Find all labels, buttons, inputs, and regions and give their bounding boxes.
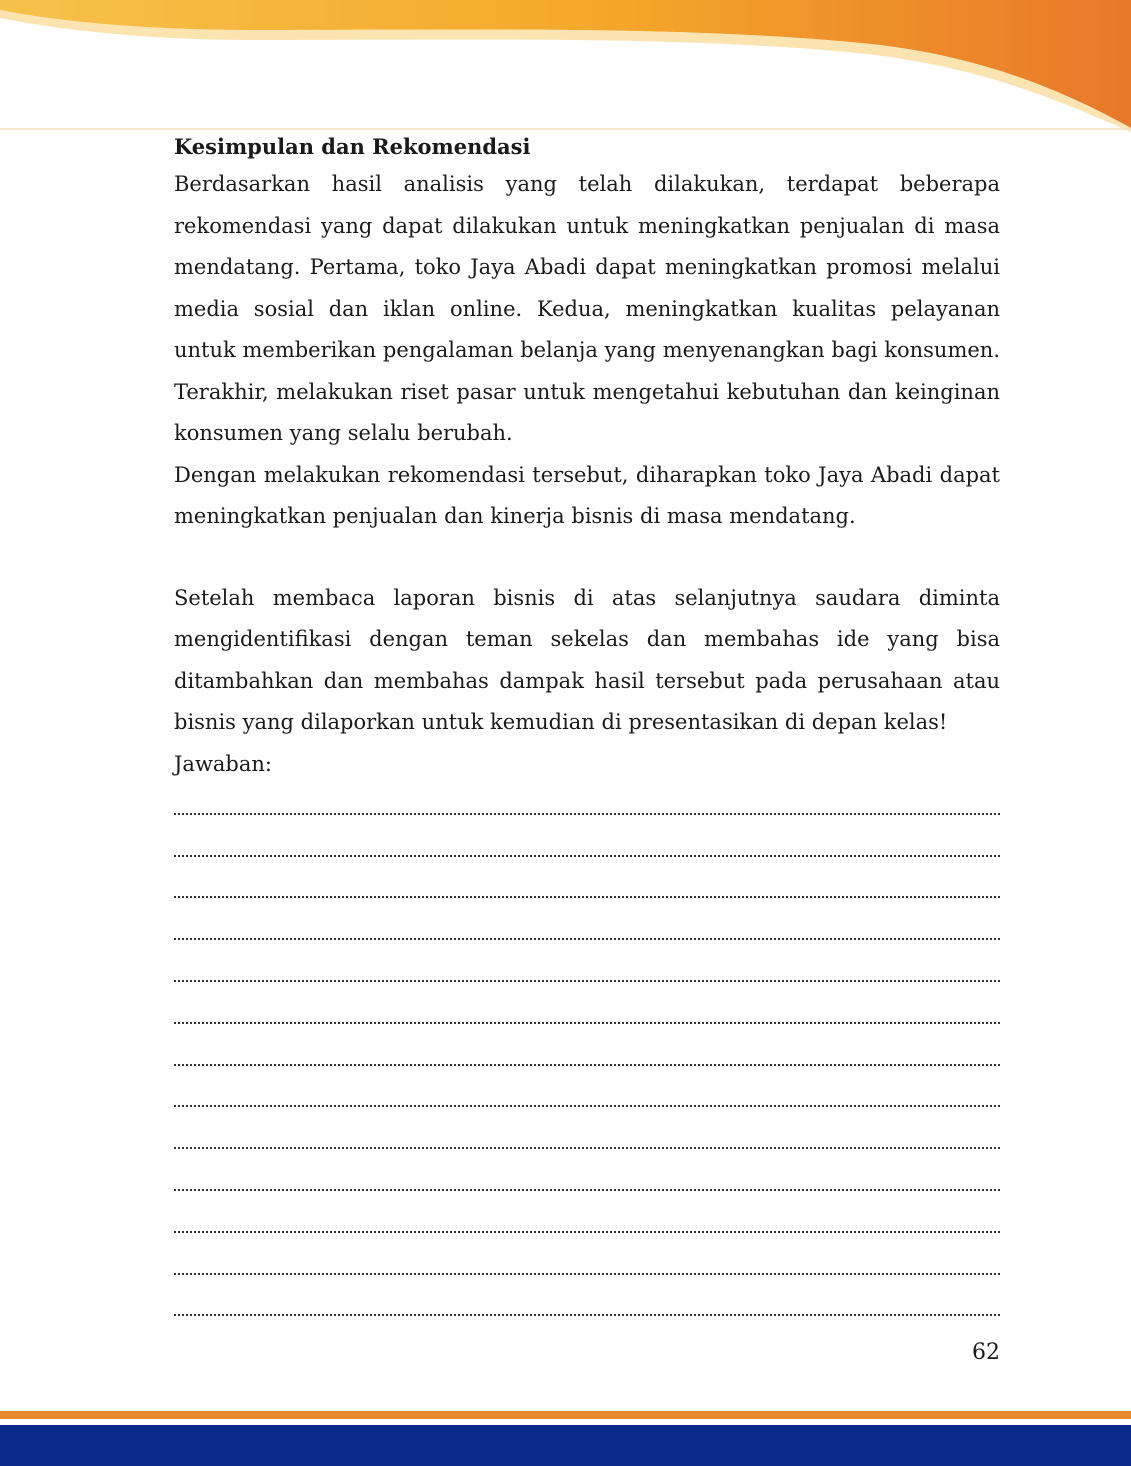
answer-label: Jawaban:	[174, 751, 272, 776]
answer-line	[174, 827, 1000, 869]
footer-orange-band	[0, 1411, 1131, 1419]
paragraph-recommendations: Berdasarkan hasil analisis yang telah dilakukan, terdapat beberapa rekomendasi yang dapat dilakukan untuk meningkatkan penjualan di masa mendatang. Pertama, toko Jaya Abadi dapat meningkatkan promosi melalui media sosial dan iklan online. Kedua, meningkatkan kualitas pelayanan untuk memberikan pengalaman belanja yang menyenangkan bagi konsumen. Terakhir, melakukan riset pasar untuk mengetahui kebutuhan dan keinginan konsumen yang selalu berubah.	[174, 172, 1000, 445]
answer-line	[174, 1078, 1000, 1120]
answer-lines	[174, 785, 1000, 1328]
answer-line	[174, 1287, 1000, 1329]
paragraph-conclusion: Dengan melakukan rekomendasi tersebut, diharapkan toko Jaya Abadi dapat meningkatkan penjualan dan kinerja bisnis di masa mendatang.	[174, 462, 1000, 528]
answer-line	[174, 1161, 1000, 1203]
answer-line	[174, 1245, 1000, 1287]
answer-line	[174, 994, 1000, 1036]
header-swoosh-decoration	[0, 0, 1131, 135]
document-body	[174, 130, 1000, 1328]
answer-line	[174, 869, 1000, 911]
answer-line	[174, 785, 1000, 827]
paragraph-spacer	[174, 538, 1000, 578]
answer-line	[174, 1036, 1000, 1078]
answer-line	[174, 952, 1000, 994]
footer-blue-band	[0, 1425, 1131, 1466]
answer-line	[174, 910, 1000, 952]
paragraph-instruction: Setelah membaca laporan bisnis di atas selanjutnya saudara diminta mengidentifikasi dengan teman sekelas dan membahas ide yang bisa ditambahkan dan membahas dampak hasil tersebut pada perusahaan atau bisnis yang dilaporkan untuk kemudian di presentasikan di depan kelas!	[174, 585, 1000, 734]
answer-line	[174, 1119, 1000, 1161]
section-title: Kesimpulan dan Rekomendasi	[174, 134, 531, 159]
page-number: 62	[972, 1340, 1000, 1365]
answer-line	[174, 1203, 1000, 1245]
